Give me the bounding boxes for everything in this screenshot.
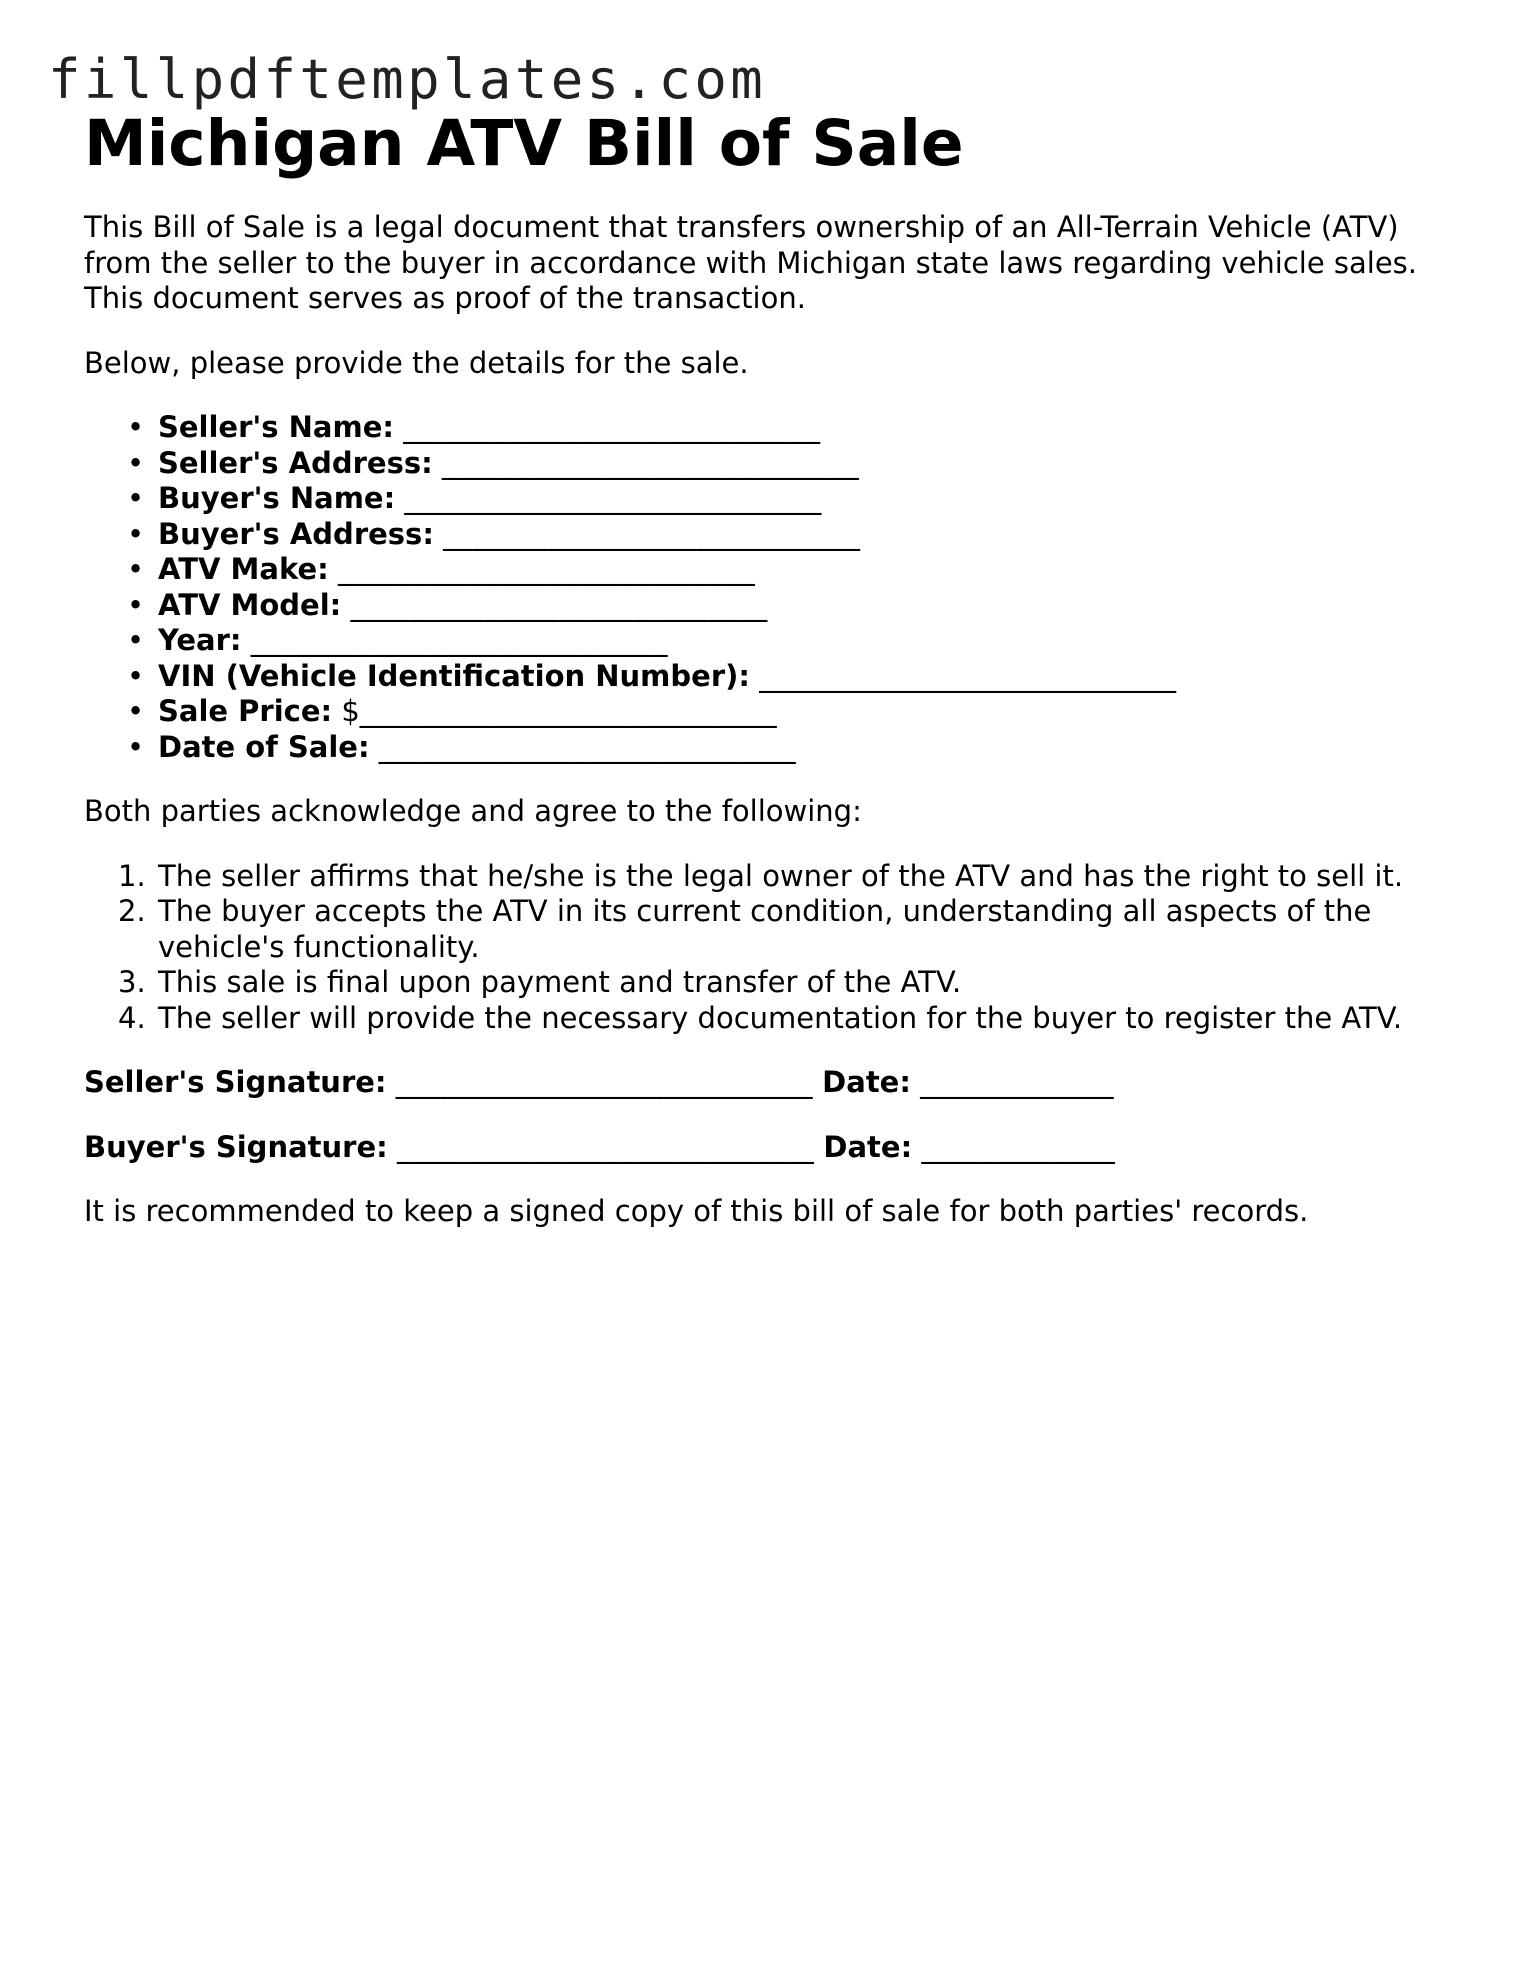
field-year — [127, 623, 1454, 659]
field-blank-line[interactable]: ____________________________ — [359, 694, 777, 728]
date-label: Date: — [823, 1129, 913, 1164]
bullet-icon: • — [127, 410, 145, 444]
bullet-icon: • — [127, 729, 145, 764]
field-buyers-name — [127, 481, 1454, 517]
term-text: The seller affirms that he/she is the legal owner of the ATV and has the right to sell it. — [158, 858, 1404, 893]
field-sale-price — [127, 694, 1454, 730]
field-sellers-address — [127, 445, 1454, 482]
field-label: ATV Make: — [158, 552, 329, 586]
term-number: 2. — [118, 894, 146, 928]
date-blank[interactable]: _____________ — [920, 1065, 1114, 1099]
field-prefix: $ — [341, 694, 360, 728]
bullet-icon: • — [127, 516, 145, 551]
bullet-icon: • — [127, 658, 145, 693]
field-blank-line[interactable]: ____________________________ — [350, 587, 768, 622]
signature-label: Buyer's Signature: — [84, 1129, 388, 1164]
agreement-intro: Both parties acknowledge and agree to the following: — [84, 794, 862, 828]
bullet-icon: • — [127, 481, 145, 515]
field-atv-model — [127, 587, 1454, 624]
field-buyers-address — [127, 516, 1454, 553]
seller-signature-line — [84, 1065, 1454, 1101]
term-text: This sale is final upon payment and transfer of the ATV. — [158, 965, 962, 999]
field-blank-line[interactable]: ____________________________ — [378, 729, 796, 764]
instructions-paragraph: Below, please provide the details for the sale. — [84, 345, 749, 380]
field-blank-line[interactable]: ____________________________ — [404, 481, 822, 515]
field-label: Buyer's Name: — [158, 481, 396, 515]
buyer-signature-line — [84, 1130, 1454, 1166]
field-blank-line[interactable]: ____________________________ — [403, 410, 821, 444]
field-label: VIN (Vehicle Identification Number): — [158, 658, 750, 693]
field-blank-line[interactable]: ____________________________ — [337, 552, 756, 586]
term-item — [118, 894, 1454, 965]
term-number: 4. — [118, 1000, 146, 1035]
term-text: The buyer accepts the ATV in its current condition, understanding all aspects of the vehicle's functionality. — [158, 894, 1372, 964]
field-sellers-name — [127, 410, 1454, 446]
field-label: ATV Model: — [158, 587, 342, 622]
field-date-of-sale — [127, 729, 1454, 766]
sale-details-list — [84, 410, 1454, 765]
field-atv-make — [127, 552, 1454, 588]
bullet-icon: • — [127, 552, 145, 586]
term-text: The seller will provide the necessary documentation for the buyer to register the ATV. — [158, 1000, 1403, 1035]
field-blank-line[interactable]: ____________________________ — [443, 516, 861, 551]
watermark-text: fillpdftemplates.com — [48, 48, 767, 111]
field-label: Year: — [158, 623, 242, 657]
term-item — [118, 858, 1454, 895]
signature-label: Seller's Signature: — [84, 1065, 387, 1099]
term-item — [118, 965, 1454, 1001]
closing-note: It is recommended to keep a signed copy of this bill of sale for both parties' records. — [84, 1194, 1309, 1228]
field-vin — [127, 658, 1454, 695]
field-label: Seller's Name: — [158, 410, 394, 444]
field-blank-line[interactable]: ____________________________ — [250, 623, 668, 657]
field-label: Buyer's Address: — [158, 516, 434, 551]
field-label: Date of Sale: — [158, 729, 370, 764]
field-blank-line[interactable]: ____________________________ — [759, 658, 1177, 693]
document-page — [84, 104, 1454, 1230]
term-number: 1. — [118, 858, 146, 893]
intro-paragraph: This Bill of Sale is a legal document that transfers ownership of an All-Terrain Vehicle (ATV) from the seller to the buyer in accordance with Michigan state laws regarding vehicle sales. This document serves as proof of the transaction. — [84, 210, 1418, 315]
bullet-icon: • — [127, 623, 145, 657]
bullet-icon: • — [127, 445, 145, 480]
term-number: 3. — [118, 965, 146, 999]
field-label: Seller's Address: — [158, 445, 433, 480]
bullet-icon: • — [127, 587, 145, 622]
field-label: Sale Price: — [158, 694, 333, 728]
field-blank-line[interactable]: ____________________________ — [441, 445, 860, 480]
signature-blank[interactable]: ____________________________ — [395, 1065, 813, 1099]
page-title: Michigan ATV Bill of Sale — [84, 107, 964, 180]
bullet-icon: • — [127, 694, 145, 728]
date-label: Date: — [822, 1065, 911, 1099]
signature-blank[interactable]: ____________________________ — [396, 1129, 815, 1164]
term-item — [118, 1000, 1454, 1037]
terms-list — [84, 859, 1454, 1037]
date-blank[interactable]: _____________ — [921, 1129, 1116, 1164]
